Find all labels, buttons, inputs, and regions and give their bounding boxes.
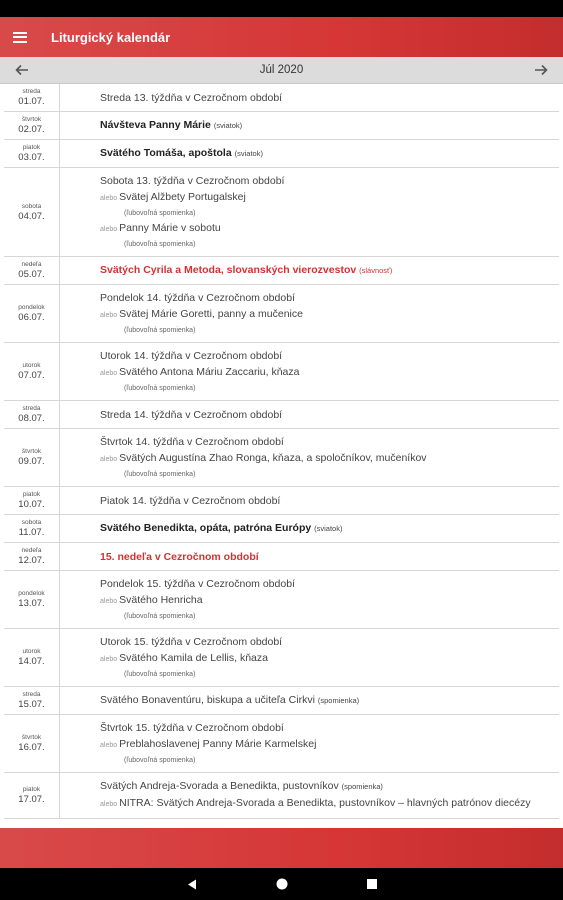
day-date-cell xyxy=(4,285,60,342)
day-entries xyxy=(60,429,559,486)
day-date: 08.07. xyxy=(18,413,45,424)
celebration-rank: (slávnosť) xyxy=(359,266,393,275)
day-date-cell xyxy=(4,773,60,818)
celebration-title: NITRA: Svätých Andreja-Svorada a Benedikta, pustovníkov – hlavných patrónov diecézy xyxy=(119,797,531,809)
celebration[interactable] xyxy=(100,90,559,106)
day-date: 07.07. xyxy=(18,370,45,381)
menu-icon[interactable] xyxy=(0,17,40,57)
day-row[interactable] xyxy=(4,715,559,773)
alternative-prefix: alebo xyxy=(100,742,118,749)
alternative-prefix: alebo xyxy=(100,656,118,663)
celebration-rank: (ľubovoľná spomienka) xyxy=(124,241,196,248)
celebration-title: Svätých Andreja-Svorada a Benedikta, pustovníkov xyxy=(100,780,339,792)
day-entries xyxy=(60,401,559,428)
celebration-rank: (sviatok) xyxy=(314,524,343,533)
day-of-week: nedeľa xyxy=(21,547,42,554)
celebration-rank: (ľubovoľná spomienka) xyxy=(124,757,196,764)
day-date: 01.07. xyxy=(18,96,45,107)
celebration-title: Svätých Cyrila a Metoda, slovanských vierozvestov xyxy=(100,264,357,276)
day-entries xyxy=(60,629,559,686)
day-of-week: štvrtok xyxy=(21,448,42,455)
celebration[interactable] xyxy=(100,576,559,592)
celebration[interactable] xyxy=(100,634,559,650)
day-row[interactable] xyxy=(4,257,559,285)
calendar-day-list[interactable] xyxy=(0,84,563,828)
celebration-title: Svätého Tomáša, apoštola xyxy=(100,147,232,159)
bottom-bar xyxy=(0,828,563,868)
alternative-prefix: alebo xyxy=(100,456,118,463)
celebration-rank: (sviatok) xyxy=(234,149,263,158)
system-navigation-bar xyxy=(0,868,563,900)
celebration-title: Piatok 14. týždňa v Cezročnom období xyxy=(100,494,281,507)
celebration-title: Svätej Márie Goretti, panny a mučenice xyxy=(119,308,303,320)
day-date: 03.07. xyxy=(18,152,45,163)
day-row[interactable] xyxy=(4,629,559,687)
day-entries xyxy=(60,543,559,570)
day-of-week: streda xyxy=(22,405,41,412)
alternative-prefix: alebo xyxy=(100,598,118,605)
celebration-title: Utorok 14. týždňa v Cezročnom období xyxy=(100,350,283,362)
day-row[interactable] xyxy=(4,487,559,515)
celebration-rank: (spomienka) xyxy=(341,782,383,791)
day-date-cell xyxy=(4,715,60,772)
alternative-prefix: alebo xyxy=(100,801,118,808)
alternative-celebration[interactable] xyxy=(100,450,559,468)
day-row[interactable] xyxy=(4,773,559,819)
alternative-celebration[interactable] xyxy=(100,189,559,207)
celebration-title: Streda 14. týždňa v Cezročnom období xyxy=(100,408,283,421)
day-date: 14.07. xyxy=(18,656,45,667)
celebration-title: Preblahoslavenej Panny Márie Karmelskej xyxy=(119,738,317,750)
day-entries xyxy=(60,515,559,542)
day-entries xyxy=(60,285,559,342)
celebration[interactable] xyxy=(100,692,559,709)
celebration[interactable] xyxy=(100,117,559,134)
day-entries xyxy=(60,687,559,714)
celebration-title: 15. nedeľa v Cezročnom období xyxy=(100,550,259,563)
alternative-celebration[interactable] xyxy=(100,592,559,610)
day-row[interactable] xyxy=(4,515,559,543)
celebration[interactable] xyxy=(100,493,559,509)
day-entries xyxy=(60,715,559,772)
celebration-title: Svätého Henricha xyxy=(119,594,203,606)
day-date: 09.07. xyxy=(18,456,45,467)
app-bar xyxy=(0,17,563,57)
home-icon[interactable] xyxy=(272,874,292,894)
day-of-week: utorok xyxy=(22,648,41,655)
day-row[interactable] xyxy=(4,168,559,257)
celebration-rank: (ľubovoľná spomienka) xyxy=(124,385,196,392)
day-row[interactable] xyxy=(4,401,559,429)
celebration-title: Svätého Kamila de Lellis, kňaza xyxy=(119,652,268,664)
alternative-prefix: alebo xyxy=(100,370,118,377)
day-date-cell xyxy=(4,515,60,542)
alternative-celebration[interactable] xyxy=(100,736,559,754)
day-entries xyxy=(60,140,559,167)
day-row[interactable] xyxy=(4,112,559,140)
alternative-celebration[interactable] xyxy=(100,650,559,668)
day-date: 05.07. xyxy=(18,269,45,280)
day-of-week: piatok xyxy=(22,144,41,151)
celebration-rank: (ľubovoľná spomienka) xyxy=(124,210,196,217)
day-entries xyxy=(60,487,559,514)
celebration-title: Návšteva Panny Márie xyxy=(100,119,211,131)
celebration[interactable] xyxy=(100,407,559,423)
day-of-week: utorok xyxy=(22,362,41,369)
day-date-cell xyxy=(4,343,60,400)
celebration-title: Štvrtok 14. týždňa v Cezročnom období xyxy=(100,436,284,448)
alternative-celebration[interactable] xyxy=(100,306,559,324)
alternative-prefix: alebo xyxy=(100,312,118,319)
day-date: 10.07. xyxy=(18,499,45,510)
day-row[interactable] xyxy=(4,343,559,401)
celebration-title: Svätých Augustína Zhao Ronga, kňaza, a spoločníkov, mučeníkov xyxy=(119,452,427,464)
day-of-week: sobota xyxy=(21,202,42,210)
celebration-title: Svätého Bonaventúru, biskupa a učiteľa Cirkvi xyxy=(100,694,315,706)
celebration-title: Svätého Antona Máriu Zaccariu, kňaza xyxy=(119,366,300,378)
day-of-week: štvrtok xyxy=(21,116,42,123)
day-date-cell xyxy=(4,543,60,570)
day-entries xyxy=(60,571,559,628)
day-date-cell xyxy=(4,629,60,686)
day-date-cell xyxy=(4,571,60,628)
day-of-week: sobota xyxy=(21,519,42,526)
alternative-prefix: alebo xyxy=(100,226,118,233)
day-entries xyxy=(60,773,559,818)
app-title: Liturgický kalendár xyxy=(51,29,171,45)
day-of-week: piatok xyxy=(22,786,41,793)
day-date-cell xyxy=(4,84,60,111)
day-date-cell xyxy=(4,429,60,486)
celebration[interactable] xyxy=(100,173,559,189)
day-date: 17.07. xyxy=(18,794,45,805)
day-date-cell xyxy=(4,112,60,139)
alternative-prefix: alebo xyxy=(100,195,118,202)
celebration[interactable] xyxy=(100,520,559,537)
day-entries xyxy=(60,84,559,111)
day-date-cell xyxy=(4,401,60,428)
day-date-cell xyxy=(4,487,60,514)
celebration-title: Sobota 13. týždňa v Cezročnom období xyxy=(100,175,285,187)
day-of-week: piatok xyxy=(22,491,41,498)
day-of-week: pondelok xyxy=(18,590,45,597)
day-of-week: pondelok xyxy=(18,304,45,311)
previous-month-arrow-icon[interactable] xyxy=(0,57,44,84)
day-date-cell xyxy=(4,687,60,714)
month-navigation xyxy=(0,57,563,84)
day-entries xyxy=(60,112,559,139)
celebration-rank: (spomienka) xyxy=(317,696,360,705)
celebration-rank: (ľubovoľná spomienka) xyxy=(124,613,196,620)
day-date: 15.07. xyxy=(18,699,45,710)
day-of-week: nedeľa xyxy=(21,261,42,268)
day-date-cell xyxy=(4,168,60,256)
day-of-week: streda xyxy=(22,88,41,95)
celebration-title: Pondelok 14. týždňa v Cezročnom období xyxy=(100,292,295,304)
day-date: 16.07. xyxy=(18,742,45,753)
celebration-title: Pondelok 15. týždňa v Cezročnom období xyxy=(100,578,295,590)
celebration[interactable] xyxy=(100,348,559,364)
day-row[interactable] xyxy=(4,140,559,168)
day-row[interactable] xyxy=(4,687,559,715)
celebration-title: Svätého Benedikta, opáta, patróna Európy xyxy=(100,522,312,534)
recents-icon[interactable] xyxy=(362,874,382,894)
day-date-cell xyxy=(4,140,60,167)
day-entries xyxy=(60,168,559,256)
celebration[interactable] xyxy=(100,290,559,306)
celebration-rank: (ľubovoľná spomienka) xyxy=(124,471,196,478)
day-date: 02.07. xyxy=(18,124,45,135)
day-row[interactable] xyxy=(4,84,559,112)
celebration[interactable] xyxy=(100,434,559,450)
day-date: 13.07. xyxy=(18,598,45,609)
celebration[interactable] xyxy=(100,778,559,795)
day-entries xyxy=(60,257,559,284)
celebration-rank: (ľubovoľná spomienka) xyxy=(124,671,196,678)
day-of-week: streda xyxy=(22,691,41,698)
day-of-week: štvrtok xyxy=(21,734,42,741)
day-row[interactable] xyxy=(4,285,559,343)
day-date-cell xyxy=(4,257,60,284)
alternative-celebration[interactable] xyxy=(100,364,559,382)
celebration-rank: (ľubovoľná spomienka) xyxy=(124,327,196,334)
celebration-title: Svätej Alžbety Portugalskej xyxy=(119,191,246,203)
celebration-title: Utorok 15. týždňa v Cezročnom období xyxy=(100,636,283,648)
next-month-arrow-icon[interactable] xyxy=(519,57,563,84)
day-row[interactable] xyxy=(4,429,559,487)
celebration[interactable] xyxy=(100,720,559,736)
day-row[interactable] xyxy=(4,571,559,629)
alternative-celebration[interactable] xyxy=(100,220,559,238)
back-icon[interactable] xyxy=(182,874,202,894)
day-date: 06.07. xyxy=(18,312,45,323)
day-row[interactable] xyxy=(4,543,559,571)
celebration-title: Streda 13. týždňa v Cezročnom období xyxy=(100,91,283,104)
day-date: 11.07. xyxy=(18,527,45,538)
celebration[interactable] xyxy=(100,145,559,162)
alternative-celebration[interactable] xyxy=(100,795,559,813)
day-date: 12.07. xyxy=(18,555,45,566)
day-entries xyxy=(60,343,559,400)
celebration[interactable] xyxy=(100,549,559,565)
day-date: 04.07. xyxy=(18,210,45,222)
celebration-rank: (sviatok) xyxy=(213,121,243,130)
celebration-title: Panny Márie v sobotu xyxy=(119,222,221,234)
month-label: Júl 2020 xyxy=(259,64,304,76)
celebration-title: Štvrtok 15. týždňa v Cezročnom období xyxy=(100,722,284,734)
celebration[interactable] xyxy=(100,262,559,279)
status-bar xyxy=(0,0,563,17)
